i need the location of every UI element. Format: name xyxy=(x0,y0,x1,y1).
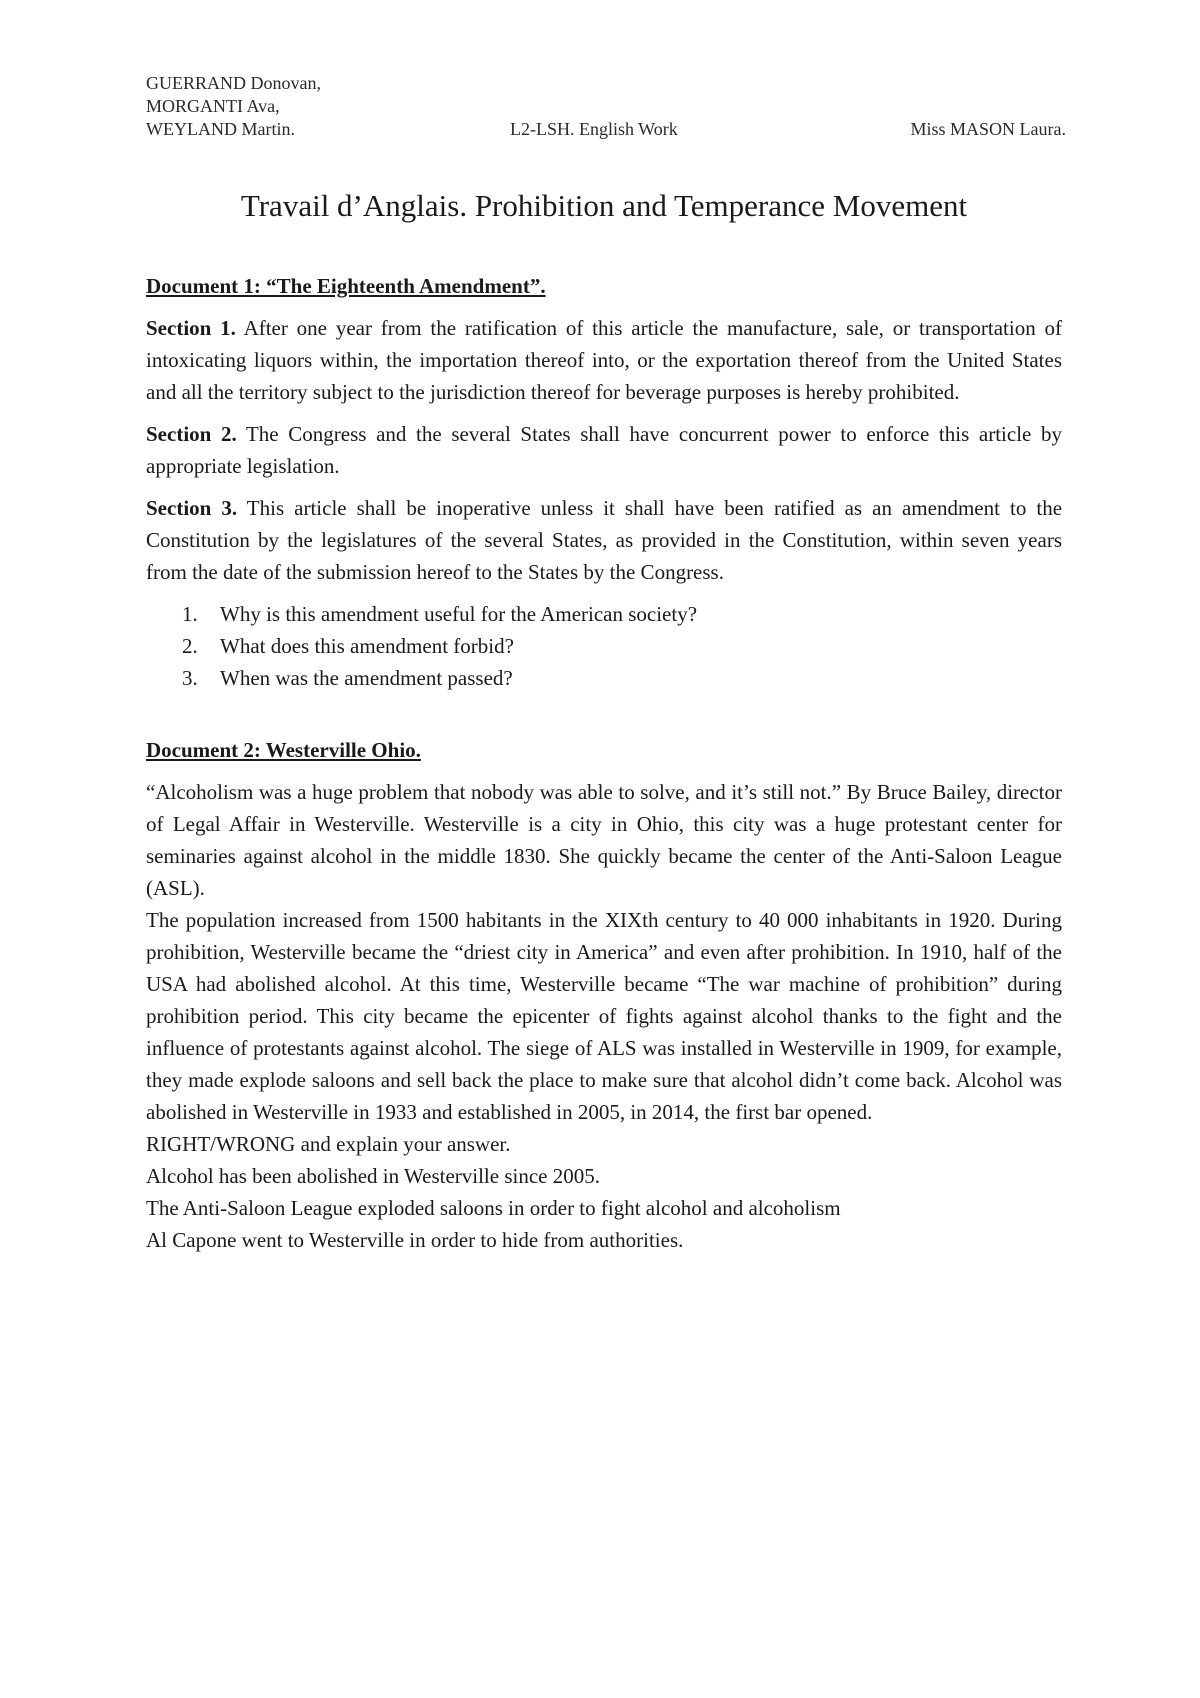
document-2-paragraph-2: The population increased from 1500 habitants in the XIXth century to 40 000 inhabitants in 1920. During prohibition, Westerville became the “driest city in America” and even after prohibition. In 1910, half of the USA had abolished alcohol. At this time, Westerville became “The war machine of prohibition” during prohibition period. This city became the epicenter of fights against alcohol thanks to the fight and the influence of protestants against alcohol. The siege of ALS was installed in Westerville in 1909, for example, they made explode saloons and sell back the place to make sure that alcohol didn’t come back. Alcohol was abolished in Westerville in 1933 and established in 2005, in 2014, the first bar opened. xyxy=(146,908,1062,1124)
question-item xyxy=(146,598,1062,630)
page-title: Travail d’Anglais. Prohibition and Temperance Movement xyxy=(240,188,968,223)
question-number: 2. xyxy=(182,634,198,658)
header-line-1 xyxy=(146,72,1066,95)
author-2: MORGANTI Ava, xyxy=(146,96,280,116)
header-block xyxy=(146,72,1066,141)
course-label: L2-LSH. English Work xyxy=(510,119,678,139)
document-1-questions xyxy=(146,598,1062,694)
section-3-paragraph xyxy=(146,492,1062,588)
statement-2: The Anti-Saloon League exploded saloons in order to fight alcohol and alcoholism xyxy=(146,1196,841,1220)
statement-1: Alcohol has been abolished in Westerville since 2005. xyxy=(146,1164,600,1188)
section-2-text: The Congress and the several States shall have concurrent power to enforce this article by appropriate legislation. xyxy=(146,422,1062,478)
document-2-body xyxy=(146,776,1062,1256)
question-text: What does this amendment forbid? xyxy=(220,634,514,658)
right-wrong-instruction: RIGHT/WRONG and explain your answer. xyxy=(146,1132,511,1156)
question-item xyxy=(146,662,1062,694)
question-item xyxy=(146,630,1062,662)
author-1: GUERRAND Donovan, xyxy=(146,73,321,93)
section-1-text: After one year from the ratification of this article the manufacture, sale, or transportation of intoxicating liquors within, the importation thereof into, or the exportation thereof from the United States and all the territory subject to the jurisdiction thereof for beverage purposes is hereby prohibited. xyxy=(146,316,1062,404)
question-text: Why is this amendment useful for the American society? xyxy=(220,602,698,626)
section-2-label: Section 2. xyxy=(146,422,237,446)
section-3-label: Section 3. xyxy=(146,496,238,520)
main-content xyxy=(146,270,1062,1256)
document-2-heading: Document 2: Westerville Ohio. xyxy=(146,738,421,762)
section-1-paragraph xyxy=(146,312,1062,408)
document-2-paragraph-1: “Alcoholism was a huge problem that nobody was able to solve, and it’s still not.” By Bruce Bailey, director of Legal Affair in Westerville. Westerville is a city in Ohio, this city was a huge protestant center for seminaries against alcohol in the middle 1830. She quickly became the center of the Anti-Saloon League (ASL). xyxy=(146,780,1062,900)
header-line-2 xyxy=(146,95,1066,118)
question-number: 3. xyxy=(182,666,198,690)
section-3-text: This article shall be inoperative unless it shall have been ratified as an amendment to the Constitution by the legislatures of the several States, as provided in the Constitution, within seven years from the date of the submission hereof to the States by the Congress. xyxy=(146,496,1063,584)
statement-3: Al Capone went to Westerville in order to hide from authorities. xyxy=(146,1228,684,1252)
document-1-heading: Document 1: “The Eighteenth Amendment”. xyxy=(146,274,546,298)
header-line-3 xyxy=(146,118,1066,141)
question-text: When was the amendment passed? xyxy=(220,666,513,690)
teacher-name: Miss MASON Laura. xyxy=(910,119,1066,139)
section-2-paragraph xyxy=(146,418,1062,482)
question-number: 1. xyxy=(182,602,198,626)
section-1-label: Section 1. xyxy=(146,316,236,340)
author-3: WEYLAND Martin. xyxy=(146,119,295,139)
